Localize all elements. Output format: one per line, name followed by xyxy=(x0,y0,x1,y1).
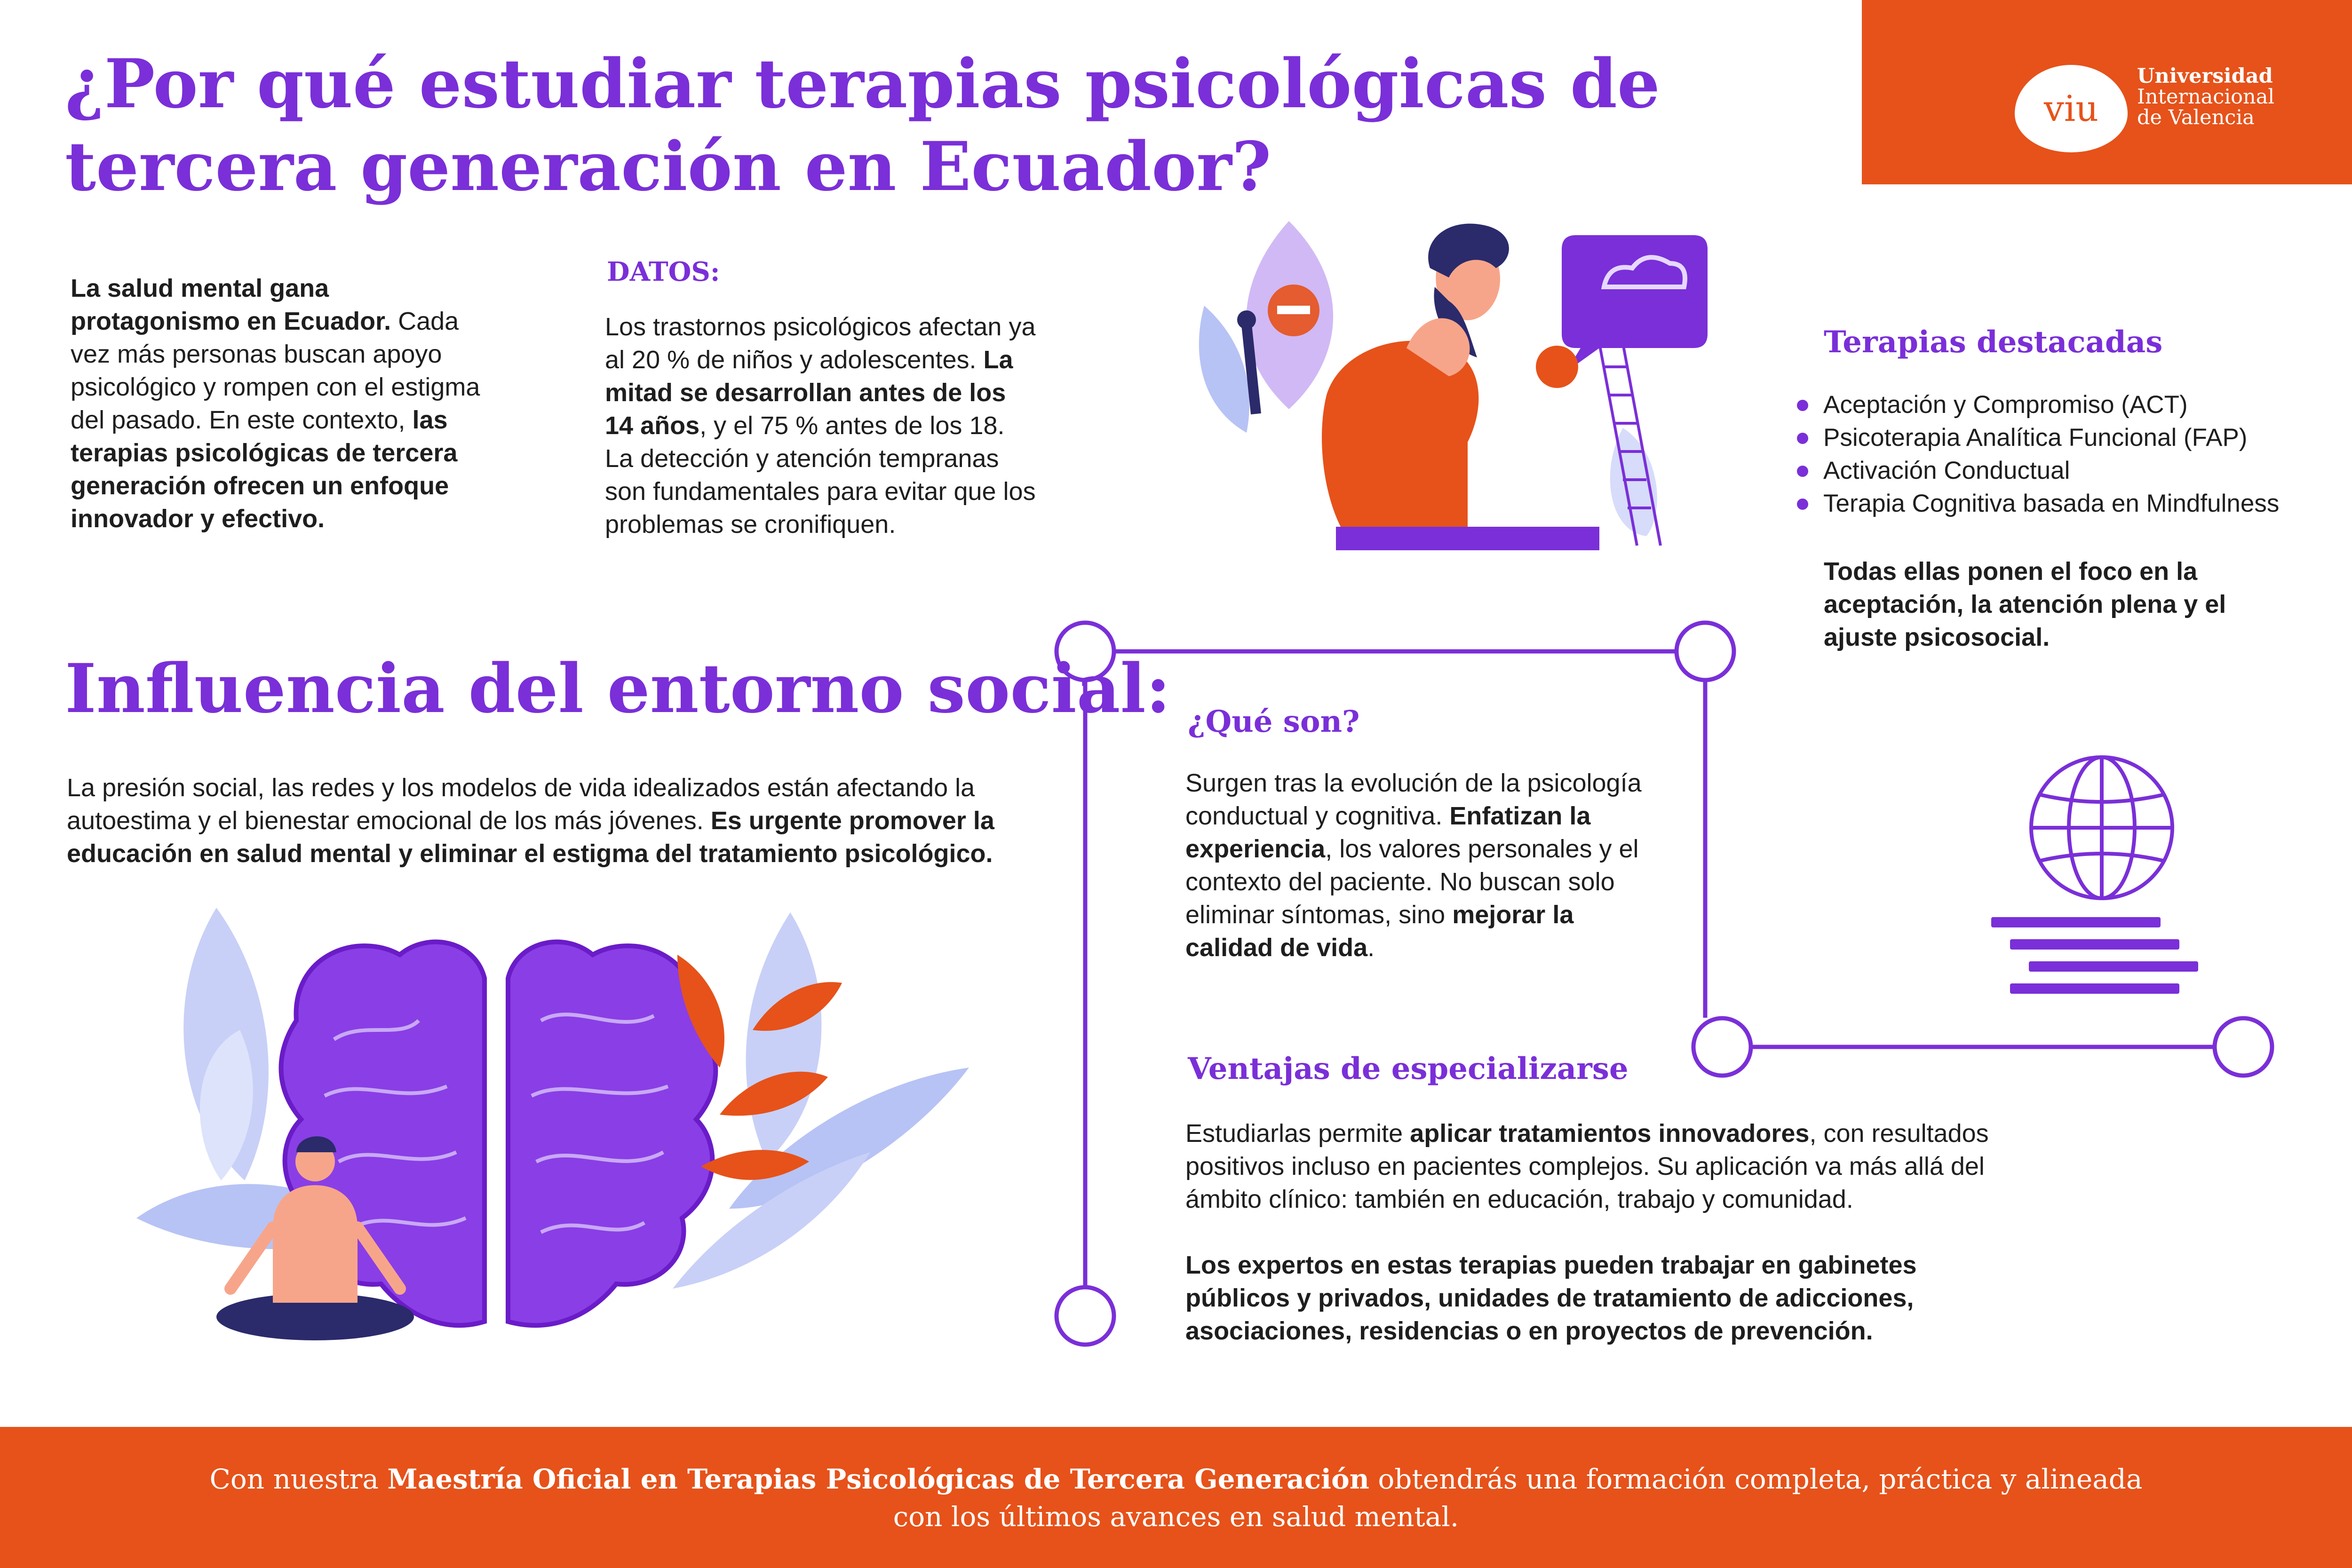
footer-text xyxy=(188,1460,2164,1536)
intro-bold-1: La salud mental gana protagonismo en Ecuador. xyxy=(71,274,391,335)
ventajas-paragraph-1 xyxy=(1185,1117,2056,1216)
ventajas-paragraph-2: Los expertos en estas terapias pueden trabajar en gabinetes públicos y privados, unidades de tratamiento de adicciones, asociaciones, residencias o en proyectos de prevención. xyxy=(1185,1251,1917,1345)
ventajas-heading: Ventajas de especializarse xyxy=(1188,1051,1629,1086)
terapia-item-label: Activación Conductual xyxy=(1823,457,2070,484)
intro-bold-2: las terapias psicológicas de tercera generación ofrecen un enfoque innovador y efectivo. xyxy=(71,406,458,533)
footer-bold-1: Maestría Oficial en Terapias Psicológicas de Tercera Generación xyxy=(387,1463,1369,1495)
que-son-paragraph xyxy=(1185,767,1661,964)
que-son-bold-2: mejorar la calidad de vida xyxy=(1185,901,1574,962)
terapias-note: Todas ellas ponen el foco en la aceptación, la atención plena y el ajuste psicosocial. xyxy=(1824,557,2226,651)
globe-icon xyxy=(1989,771,2210,1006)
terapias-heading: Terapias destacadas xyxy=(1824,325,2163,360)
datos-text-2: , y el 75 % antes de los 18. La detección y atención tempranas son fundamentales para evitar que los problemas se cronifiquen. xyxy=(605,412,1036,539)
terapia-item-label: Psicoterapia Analítica Funcional (FAP) xyxy=(1823,424,2248,451)
ventajas-text-2: , con resultados positivos incluso en pacientes complejos. Su aplicación va más allá del ámbito clínico: también en educación, trabajo y comunidad. xyxy=(1185,1119,1989,1213)
ventajas-text-1: Estudiarlas permite xyxy=(1185,1119,1410,1148)
que-son-text-1: Surgen tras la evolución de la psicología conductual y cognitiva. xyxy=(1185,769,1642,830)
influencia-bold-1: Es urgente promover la educación en salud mental y eliminar el estigma del tratamiento psicológico. xyxy=(67,807,994,868)
ventajas-bold-1: aplicar tratamientos innovadores xyxy=(1410,1119,1810,1148)
terapia-item-label: Aceptación y Compromiso (ACT) xyxy=(1823,391,2188,419)
que-son-text-2: , los valores personales y el contexto del paciente. No buscan solo eliminar síntomas, sino xyxy=(1185,835,1639,929)
que-son-bold-1: Enfatizan la experiencia xyxy=(1185,802,1591,863)
brain-illustration xyxy=(136,898,983,1369)
logo-line-2: Internacional xyxy=(2137,85,2275,109)
influencia-heading: Influencia del entorno social: xyxy=(65,649,1171,728)
que-son-heading: ¿Qué son? xyxy=(1188,704,1360,739)
footer-text-1: Con nuestra xyxy=(209,1463,388,1495)
terapia-item-label: Terapia Cognitiva basada en Mindfulness xyxy=(1823,490,2280,517)
datos-heading: DATOS: xyxy=(607,256,720,287)
datos-bold-1: La mitad se desarrollan antes de los 14 años xyxy=(605,346,1013,440)
intro-text-1: Cada vez más personas buscan apoyo psicológico y rompen con el estigma del pasado. En este contexto, xyxy=(71,307,480,434)
logo-line-3: de Valencia xyxy=(2137,106,2255,129)
page-title: ¿Por qué estudiar terapias psicológicas de tercera generación en Ecuador? xyxy=(65,44,1660,206)
logo-mark: viu xyxy=(2015,65,2128,152)
datos-text-1: Los trastornos psicológicos afectan ya al 20 % de niños y adolescentes. xyxy=(605,313,1036,374)
footer-text-2: obtendrás una formación completa, práctica y alineada con los últimos avances en salud mental. xyxy=(893,1463,2143,1533)
influencia-text-1: La presión social, las redes y los modelos de vida idealizados están afectando la autoestima y el bienestar emocional de los más jóvenes. xyxy=(67,774,975,835)
logo-line-1: Universidad xyxy=(2137,64,2273,88)
que-son-text-3: . xyxy=(1367,934,1375,962)
